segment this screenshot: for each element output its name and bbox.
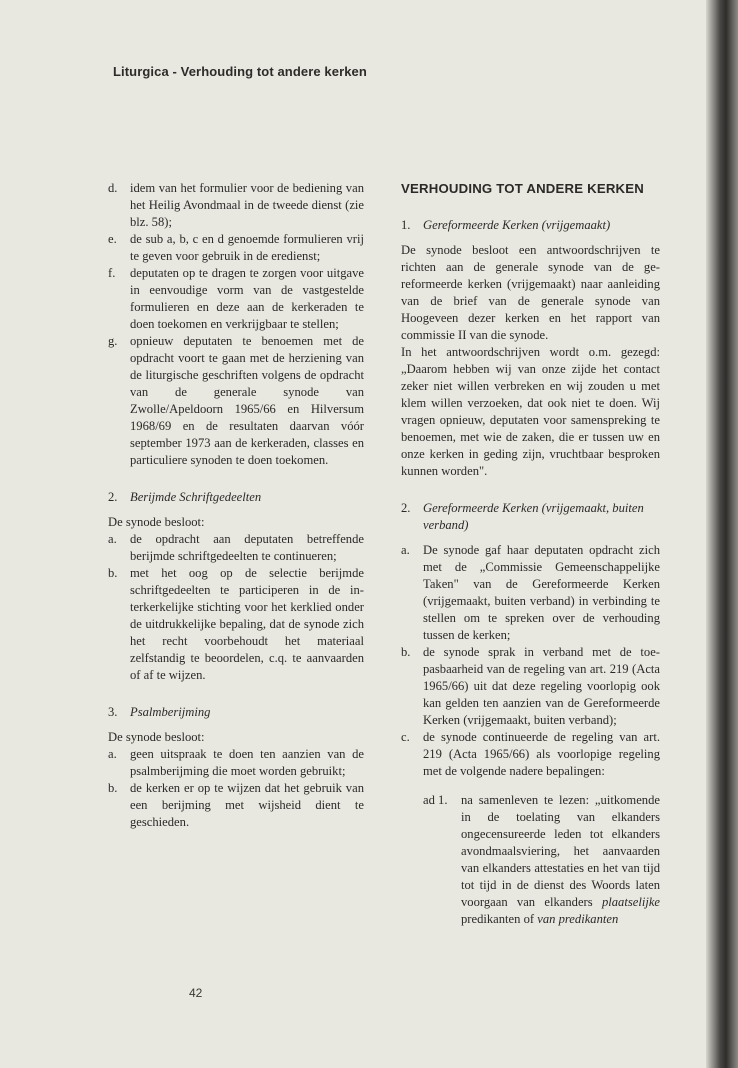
section-heading-vrijgemaakt: 1. Gereformeerde Kerken (vrijgemaakt) <box>401 218 611 232</box>
section-intro: De synode besloot: <box>108 515 205 529</box>
section-heading-berijmde: 2. Berijmde Schriftgedeelten <box>108 490 262 504</box>
right-column <box>401 180 660 928</box>
list-item: e. de sub a, b, c en d genoemde formulieren vrij te geven voor gebruik in de eredienst; <box>108 232 364 263</box>
binding-edge <box>706 0 738 1068</box>
paragraph: In het antwoordschrijven wordt o.m. gezegd: „Daarom hebben wij van onze zijde het contact zeker niet willen verbreken en wij zouden u met klem willen verzoeken, dat ook niet te doen. Wij vragen opnieuw, deputaten voor samenspreking te benoemen, met wie de zaken, die er tussen uw en onze kerken in geding zijn, vruchtbaar besproken kunnen worden". <box>401 345 660 478</box>
chapter-heading: VERHOUDING TOT ANDERE KERKEN <box>401 181 644 196</box>
page-number: 42 <box>189 986 203 1000</box>
list-item: a. de opdracht aan deputaten betreffende berijmde schriftgedeelten te continueren; <box>108 532 364 563</box>
section-heading-buiten-verband: 2. Gereformeerde Kerken (vrijgemaakt, buiten verband) <box>401 501 644 532</box>
list-item: f. deputaten op te dragen te zorgen voor uitgave in eenvoudige vorm van de vastgestelde formulieren en deze aan de kerkeraden te doen toekomen en verkrijgbaar te stellen; <box>108 266 364 331</box>
section-intro: De synode besloot: <box>108 730 205 744</box>
left-column <box>108 180 364 831</box>
paragraph: De synode besloot een antwoordschrijven te richten aan de generale synode van de gereformeerde kerken (vrijgemaakt) naar aanleiding van de brief van de generale synode van Hoogeveen dezer kerken en het rapport van commissie II van die synode. <box>401 243 660 342</box>
list-item: b. de synode sprak in verband met de toepasbaarheid van de regeling van art. 219 (Acta 1965/66) uit dat deze regeling voorlopig ook kan gelden ten aanzien van de Gereformeerde Kerken (vrijgemaakt, buiten verband); <box>401 645 660 727</box>
running-header: Liturgica - Verhouding tot andere kerken <box>113 64 367 79</box>
list-item: b. de kerken er op te wijzen dat het gebruik van een berijming met wijsheid dient te geschieden. <box>108 781 364 829</box>
emphasis: plaatselijke <box>601 895 660 909</box>
emphasis: van predikanten <box>537 912 619 926</box>
list-item: g. opnieuw deputaten te benoemen met de opdracht voort te gaan met de herziening van de liturgische geschriften volgens de opdracht van de generale synode van Zwolle/Apeldoorn 1965/66 en Hilversum 1968/69 en de resultaten daarvan vóór september 1973 aan de kerkeraden, classes en particuliere synoden te doen toekomen. <box>108 334 364 467</box>
list-item: a. De synode gaf haar deputaten opdracht zich met de „Commissie Gemeenschappelijke Taken" van de Gereformeerde Kerken (vrijgemaakt, buiten verband) in verbinding te stellen om te spreken over de verhouding tussen de kerken; <box>401 543 660 642</box>
section-heading-psalmberijming: 3. Psalmberijming <box>108 705 211 719</box>
list-item: b. met het oog op de selectie berijmde schriftgedeelten te participeren in de interkerkelijke stichting voor het kerklied onder de uitdrukkelijke bepaling, dat de synode zich het recht voorbehoudt het materiaal zelfstandig te beoordelen, c.q. te aanvaarden of af te wijzen. <box>108 566 364 682</box>
sub-provision-ad1: ad 1. na samenleven te lezen: „uitkomende in de toelating van elkanders ongecensureerde leden tot elkanders avondmaalsviering, het aanvaarden van elkanders attestaties en het van tijd tot tijd in de dienst des Woords laten voorgaan van elkanders plaatselijke predikanten of van predikanten <box>423 793 660 926</box>
list-item: c. de synode continueerde de regeling van art. 219 (Acta 1965/66) als voorlopige regeling met de volgende nadere bepalingen: <box>401 730 660 778</box>
list-item: a. geen uitspraak te doen ten aanzien van de psalmberijming die moet worden gebruikt; <box>108 747 364 778</box>
list-item: d. idem van het formulier voor de bediening van het Heilig Avondmaal in de tweede dienst (zie blz. 58); <box>108 181 364 229</box>
